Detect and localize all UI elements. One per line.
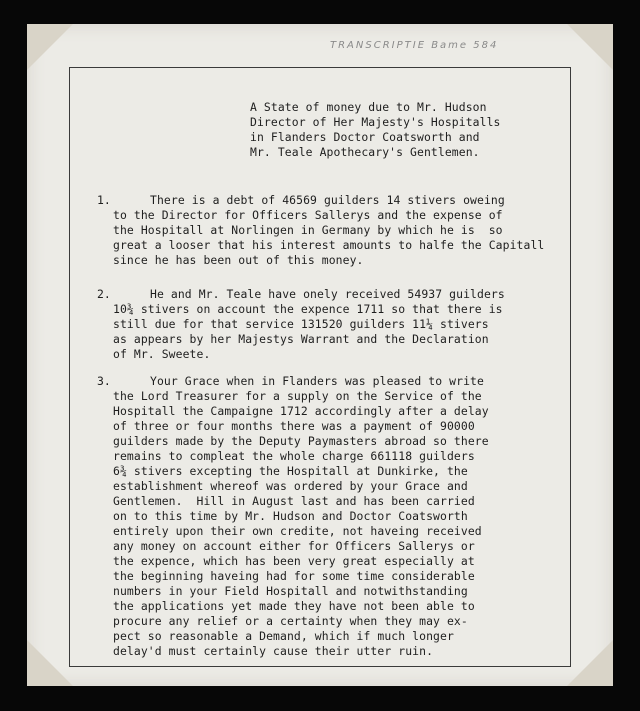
photo-corner-top-left [27,24,73,70]
paragraph-line: on to this time by Mr. Hudson and Doctor Coatsworth [113,509,468,523]
paragraph-line: of Mr. Sweete. [113,347,211,361]
paragraph-line: Your Grace when in Flanders was pleased to write [150,374,484,388]
photo-corner-bottom-right [567,640,613,686]
heading-line: Mr. Teale Apothecary's Gentlemen. [250,145,480,159]
paragraph-line: great a looser that his interest amounts to halfe the Capitall [113,238,545,252]
paragraph-number: 1. [97,193,111,207]
paragraph-line: remains to compleat the whole charge 661118 guilders [113,449,475,463]
paragraph-line: delay'd must certainly cause their utter ruin. [113,644,434,658]
paragraph-line: since he has been out of this money. [113,253,364,267]
paragraph-line: the beginning haveing had for some time considerable [113,569,475,583]
paragraph-line: the Lord Treasurer for a supply on the Service of the [113,389,482,403]
paragraph-line: 10¾ stivers on account the expence 1711 so that there is [113,302,503,316]
paragraph-line: 6¾ stivers excepting the Hospitall at Dunkirke, the [113,464,468,478]
paragraph-line: procure any relief or a certainty when they may ex- [113,614,468,628]
paragraph-line: He and Mr. Teale have onely received 54937 guilders [150,287,505,301]
paragraph-line: still due for that service 131520 guilders 11¼ stivers [113,317,489,331]
photo-corner-bottom-left [27,640,73,686]
paragraph-line: There is a debt of 46569 guilders 14 stivers oweing [150,193,505,207]
paragraph-line: as appears by her Majestys Warrant and the Declaration [113,332,489,346]
paragraph-line: any money on account either for Officers Sallerys or [113,539,475,553]
heading-line: A State of money due to Mr. Hudson [250,100,487,114]
pencil-annotation: TRANSCRIPTIE Bame 584 [330,40,499,51]
paragraph-line: Hospitall the Campaigne 1712 accordingly after a delay [113,404,489,418]
paragraph-number: 2. [97,287,111,301]
paragraph-number: 3. [97,374,111,388]
paragraph-line: guilders made by the Deputy Paymasters abroad so there [113,434,489,448]
photo-corner-top-right [567,24,613,70]
paragraph-line: of three or four months there was a payment of 90000 [113,419,475,433]
paragraph-line: entirely upon their own credite, not haveing received [113,524,482,538]
paragraph-line: pect so reasonable a Demand, which if much longer [113,629,454,643]
paragraph-line: establishment whereof was ordered by your Grace and [113,479,468,493]
paragraph-line: Gentlemen. Hill in August last and has been carried [113,494,475,508]
paragraph-line: the expence, which has been very great especially at [113,554,475,568]
paragraph-line: to the Director for Officers Sallerys and the expense of [113,208,503,222]
paragraph-line: the Hospitall at Norlingen in Germany by which he is so [113,223,503,237]
paragraph-line: numbers in your Field Hospitall and notwithstanding [113,584,468,598]
heading-line: in Flanders Doctor Coatsworth and [250,130,480,144]
paragraph-line: the applications yet made they have not been able to [113,599,475,613]
heading-line: Director of Her Majesty's Hospitalls [250,115,501,129]
